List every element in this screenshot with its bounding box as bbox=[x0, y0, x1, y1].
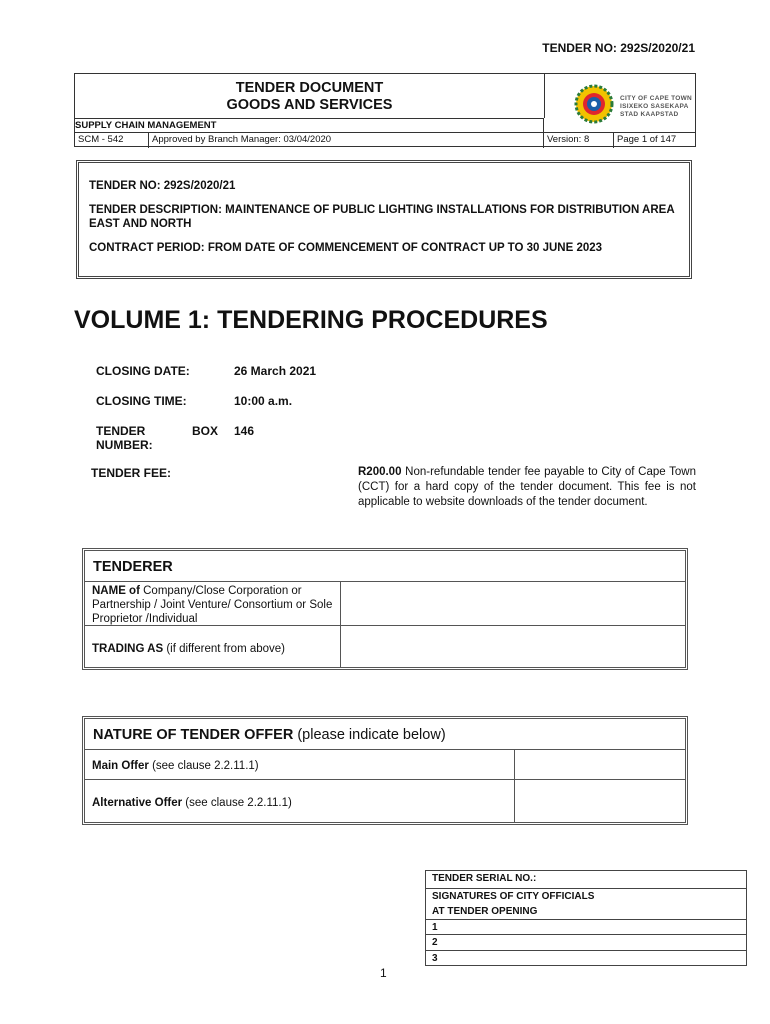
company-name-label bbox=[92, 584, 342, 626]
volume-title: VOLUME 1: TENDERING PROCEDURES bbox=[74, 306, 548, 334]
signature-row-3[interactable]: 3 bbox=[426, 950, 746, 966]
company-name-label-bold: NAME of bbox=[92, 585, 140, 597]
tender-box-value: 146 bbox=[234, 424, 255, 438]
tender-fee-label: TENDER FEE: bbox=[91, 466, 172, 480]
tender-fee-amount: R200.00 bbox=[358, 466, 402, 478]
offer-heading bbox=[93, 727, 446, 743]
tender-fee-text: Non-refundable tender fee payable to City of Cape Town (CCT) for a hard copy of the tender document. This fee is not applicable to website downloads of the tender document. bbox=[358, 466, 696, 508]
department-label: SUPPLY CHAIN MANAGEMENT bbox=[75, 118, 544, 132]
document-header bbox=[74, 73, 696, 147]
trading-as-label-rest: (if different from above) bbox=[163, 643, 286, 655]
closing-date-label: CLOSING DATE: bbox=[96, 364, 190, 378]
logo-line-1: CITY OF CAPE TOWN bbox=[620, 95, 693, 102]
main-offer-label bbox=[92, 759, 259, 773]
offer-table bbox=[82, 716, 688, 825]
desc-contract-period: CONTRACT PERIOD: FROM DATE OF COMMENCEMENT OF CONTRACT UP TO 30 JUNE 2023 bbox=[89, 242, 603, 254]
alternative-offer-label-rest: (see clause 2.2.11.1) bbox=[182, 797, 292, 809]
page-info: Page 1 of 147 bbox=[617, 134, 677, 145]
signatures-label bbox=[426, 888, 746, 919]
trading-as-field[interactable] bbox=[341, 627, 685, 667]
offer-heading-rest: (please indicate below) bbox=[293, 727, 446, 743]
city-logo bbox=[544, 74, 697, 132]
logo-line-2: ISIXEKO SASEKAPA bbox=[620, 103, 689, 110]
header-title-line1: TENDER DOCUMENT bbox=[235, 80, 384, 96]
tender-description-box bbox=[76, 160, 692, 279]
tenderer-table bbox=[82, 548, 688, 670]
signature-row-1[interactable]: 1 bbox=[426, 919, 746, 935]
alternative-offer-label bbox=[92, 796, 292, 810]
main-offer-label-rest: (see clause 2.2.11.1) bbox=[148, 760, 259, 772]
closing-time-value: 10:00 a.m. bbox=[234, 394, 293, 408]
version-info: Version: 8 bbox=[544, 133, 614, 148]
city-seal-icon bbox=[572, 82, 616, 126]
tender-fee-description bbox=[358, 465, 696, 510]
tender-box-label-2: BOX bbox=[192, 424, 219, 438]
signatures-line-1: SIGNATURES OF CITY OFFICIALS bbox=[432, 891, 595, 902]
header-title-cell bbox=[75, 74, 545, 118]
desc-tender-number: TENDER NO: 292S/2020/21 bbox=[89, 180, 236, 192]
signature-row-2[interactable]: 2 bbox=[426, 934, 746, 950]
offer-heading-bold: NATURE OF TENDER OFFER bbox=[93, 727, 294, 743]
trading-as-label-bold: TRADING AS bbox=[92, 643, 164, 655]
tender-box-label-1: TENDER bbox=[96, 424, 146, 438]
logo-line-3: STAD KAAPSTAD bbox=[620, 111, 679, 118]
main-offer-checkbox[interactable] bbox=[515, 750, 685, 779]
main-offer-label-bold: Main Offer bbox=[92, 760, 149, 772]
header-title-line2: GOODS AND SERVICES bbox=[226, 97, 393, 113]
closing-date-value: 26 March 2021 bbox=[234, 364, 317, 378]
tender-serial-box bbox=[425, 870, 747, 966]
serial-number-label: TENDER SERIAL NO.: bbox=[432, 873, 537, 884]
desc-tender-description: TENDER DESCRIPTION: MAINTENANCE OF PUBLIC LIGHTING INSTALLATIONS FOR DISTRIBUTION AREA EAST AND NORTH bbox=[89, 204, 675, 230]
signatures-line-2: AT TENDER OPENING bbox=[432, 906, 538, 917]
tenderer-heading: TENDERER bbox=[93, 559, 173, 575]
scm-code: SCM - 542 bbox=[75, 133, 149, 148]
company-name-label-rest: Company/Close Corporation or Partnership / Joint Venture/ Consortium or Sole Proprietor /Individual bbox=[92, 585, 333, 625]
alternative-offer-label-bold: Alternative Offer bbox=[92, 797, 183, 809]
page-number: 1 bbox=[380, 966, 387, 980]
company-name-field[interactable] bbox=[341, 582, 685, 625]
trading-as-label bbox=[92, 642, 285, 656]
header-info-row bbox=[75, 132, 695, 148]
top-tender-number: TENDER NO: 292S/2020/21 bbox=[542, 41, 695, 55]
closing-time-label: CLOSING TIME: bbox=[96, 394, 187, 408]
alternative-offer-checkbox[interactable] bbox=[515, 781, 685, 823]
tender-box-label-3: NUMBER: bbox=[96, 438, 153, 452]
approval-info: Approved by Branch Manager: 03/04/2020 bbox=[149, 133, 544, 148]
